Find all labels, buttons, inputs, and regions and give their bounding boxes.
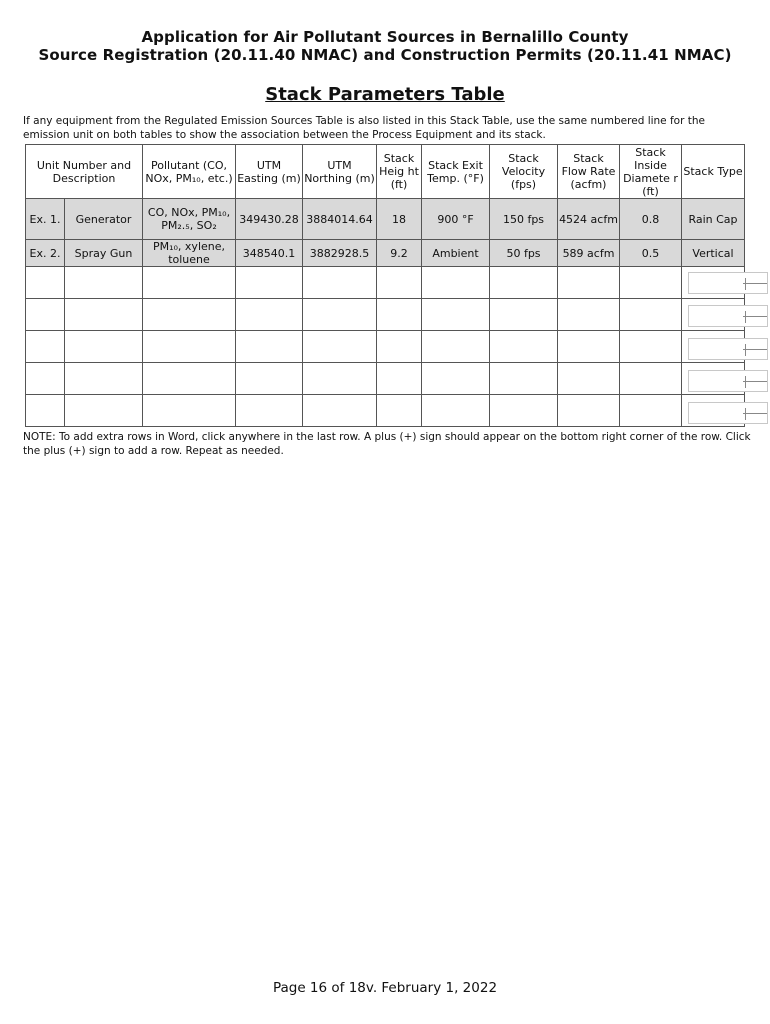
row-number: Ex. 2. — [26, 240, 65, 267]
empty-cell[interactable] — [422, 395, 490, 427]
empty-table-row[interactable] — [26, 395, 745, 427]
header-pollutant: Pollutant (CO, NOx, PM₁₀, etc.) — [143, 145, 236, 199]
empty-cell[interactable] — [143, 363, 236, 395]
empty-table-row[interactable] — [26, 331, 745, 363]
row-description: Spray Gun — [65, 240, 143, 267]
field-line — [745, 311, 746, 323]
row-description: Generator — [65, 199, 143, 240]
empty-cell[interactable] — [26, 299, 65, 331]
empty-cell[interactable] — [26, 395, 65, 427]
empty-cell[interactable] — [26, 331, 65, 363]
form-field-box[interactable] — [688, 402, 768, 424]
empty-cell[interactable] — [65, 299, 143, 331]
field-line — [743, 283, 767, 284]
field-line — [743, 413, 767, 414]
stack-parameters-table — [25, 144, 745, 427]
empty-cell[interactable] — [236, 299, 303, 331]
page-title: Stack Parameters Table — [265, 84, 505, 105]
field-line — [745, 408, 746, 420]
row-diameter: 0.5 — [620, 240, 682, 267]
table-header-row — [26, 145, 745, 199]
table-row — [26, 199, 745, 240]
empty-cell[interactable] — [65, 395, 143, 427]
empty-cell[interactable] — [303, 363, 377, 395]
form-field-box[interactable] — [688, 305, 768, 327]
row-height: 18 — [377, 199, 422, 240]
empty-cell[interactable] — [236, 267, 303, 299]
row-temp: Ambient — [422, 240, 490, 267]
header-temp: Stack Exit Temp. (°F) — [422, 145, 490, 199]
row-pollutant: PM₁₀, xylene, toluene — [143, 240, 236, 267]
empty-cell[interactable] — [558, 331, 620, 363]
empty-cell[interactable] — [65, 363, 143, 395]
header-type: Stack Type — [682, 145, 745, 199]
row-flow: 589 acfm — [558, 240, 620, 267]
row-easting: 349430.28 — [236, 199, 303, 240]
form-field-box[interactable] — [688, 370, 768, 392]
empty-table-row[interactable] — [26, 363, 745, 395]
header-line-2: Source Registration (20.11.40 NMAC) and Construction Permits (20.11.41 NMAC) — [38, 46, 732, 64]
empty-cell[interactable] — [490, 395, 558, 427]
row-type: Vertical — [682, 240, 745, 267]
empty-cell[interactable] — [65, 331, 143, 363]
field-line — [745, 344, 746, 356]
header-flow: Stack Flow Rate (acfm) — [558, 145, 620, 199]
empty-cell[interactable] — [422, 267, 490, 299]
empty-cell[interactable] — [377, 331, 422, 363]
empty-cell[interactable] — [143, 267, 236, 299]
empty-cell[interactable] — [558, 299, 620, 331]
row-northing: 3884014.64 — [303, 199, 377, 240]
empty-cell[interactable] — [558, 395, 620, 427]
row-flow: 4524 acfm — [558, 199, 620, 240]
empty-cell[interactable] — [65, 267, 143, 299]
header-unit: Unit Number and Description — [26, 145, 143, 199]
empty-cell[interactable] — [490, 299, 558, 331]
empty-cell[interactable] — [620, 395, 682, 427]
empty-table-row[interactable] — [26, 299, 745, 331]
empty-cell[interactable] — [143, 395, 236, 427]
empty-cell[interactable] — [236, 331, 303, 363]
empty-cell[interactable] — [26, 363, 65, 395]
row-number: Ex. 1. — [26, 199, 65, 240]
page-footer: Page 16 of 18v. February 1, 2022 — [272, 980, 498, 996]
empty-cell[interactable] — [558, 267, 620, 299]
empty-cell[interactable] — [422, 331, 490, 363]
empty-cell[interactable] — [143, 331, 236, 363]
row-northing: 3882928.5 — [303, 240, 377, 267]
header-height: Stack Heig ht (ft) — [377, 145, 422, 199]
empty-cell[interactable] — [303, 267, 377, 299]
field-line — [745, 376, 746, 388]
empty-cell[interactable] — [377, 299, 422, 331]
field-line — [743, 381, 767, 382]
row-type: Rain Cap — [682, 199, 745, 240]
header-easting: UTM Easting (m) — [236, 145, 303, 199]
row-easting: 348540.1 — [236, 240, 303, 267]
row-height: 9.2 — [377, 240, 422, 267]
empty-cell[interactable] — [236, 363, 303, 395]
row-velocity: 150 fps — [490, 199, 558, 240]
empty-cell[interactable] — [558, 363, 620, 395]
empty-cell[interactable] — [377, 363, 422, 395]
row-temp: 900 °F — [422, 199, 490, 240]
intro-paragraph: If any equipment from the Regulated Emission Sources Table is also listed in this Stack Table, use the same numbered line for the emission unit on both tables to show the association between the Process Equipment and its stack. — [23, 115, 705, 141]
form-field-box[interactable] — [688, 338, 768, 360]
row-velocity: 50 fps — [490, 240, 558, 267]
header-line-1: Application for Air Pollutant Sources in Bernalillo County — [141, 28, 629, 46]
form-field-box[interactable] — [688, 272, 768, 294]
empty-cell[interactable] — [377, 267, 422, 299]
empty-cell[interactable] — [620, 299, 682, 331]
empty-cell[interactable] — [303, 395, 377, 427]
empty-table-row[interactable] — [26, 267, 745, 299]
empty-cell[interactable] — [303, 299, 377, 331]
empty-cell[interactable] — [26, 267, 65, 299]
header-northing: UTM Northing (m) — [303, 145, 377, 199]
row-diameter: 0.8 — [620, 199, 682, 240]
empty-cell[interactable] — [303, 331, 377, 363]
empty-cell[interactable] — [422, 363, 490, 395]
empty-cell[interactable] — [620, 363, 682, 395]
empty-cell[interactable] — [490, 267, 558, 299]
table-row — [26, 240, 745, 267]
empty-cell[interactable] — [490, 331, 558, 363]
empty-cell[interactable] — [490, 363, 558, 395]
field-line — [745, 278, 746, 290]
document-header — [0, 28, 770, 64]
empty-cell[interactable] — [422, 299, 490, 331]
empty-cell[interactable] — [236, 395, 303, 427]
header-diameter: Stack Inside Diamete r (ft) — [620, 145, 682, 199]
field-line — [743, 316, 767, 317]
header-velocity: Stack Velocity (fps) — [490, 145, 558, 199]
empty-cell[interactable] — [377, 395, 422, 427]
note-paragraph: NOTE: To add extra rows in Word, click anywhere in the last row. A plus (+) sign should appear on the bottom right corner of the row. Click the plus (+) sign to add a row. Repeat as needed. — [23, 431, 751, 457]
empty-cell[interactable] — [620, 267, 682, 299]
row-pollutant: CO, NOx, PM₁₀, PM₂.₅, SO₂ — [143, 199, 236, 240]
field-line — [743, 349, 767, 350]
empty-cell[interactable] — [620, 331, 682, 363]
empty-cell[interactable] — [143, 299, 236, 331]
